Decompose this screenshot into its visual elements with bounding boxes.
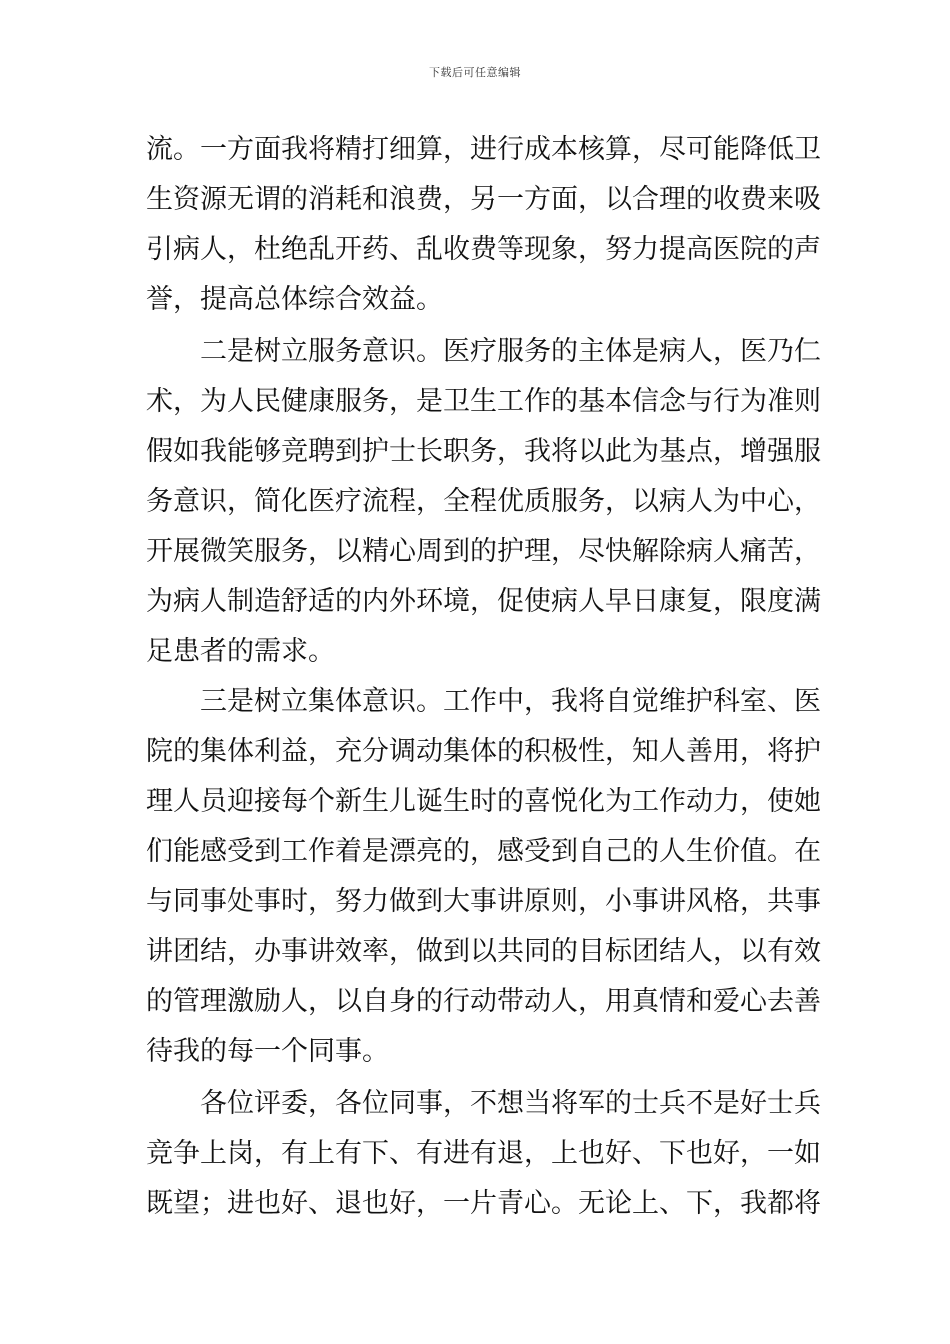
text-line: 与同事处事时，努力做到大事讲原则，小事讲风格，共事 <box>146 886 821 917</box>
page-header: 下载后可任意编辑 <box>429 66 521 79</box>
text-line: 务意识，简化医疗流程，全程优质服务，以病人为中心， <box>146 486 821 517</box>
text-line: 假如我能够竞聘到护士长职务，我将以此为基点，增强服 <box>146 436 821 467</box>
paragraph-start-line: 三是树立集体意识。工作中，我将自觉维护科室、医 <box>200 686 821 717</box>
paragraph-start-line: 二是树立服务意识。医疗服务的主体是病人，医乃仁 <box>200 336 821 367</box>
paragraph-start-line: 各位评委，各位同事，不想当将军的士兵不是好士兵 <box>200 1088 821 1119</box>
text-line: 流。一方面我将精打细算，进行成本核算，尽可能降低卫 <box>146 134 821 165</box>
text-line: 们能感受到工作着是漂亮的，感受到自己的人生价值。在 <box>146 836 821 867</box>
text-line: 生资源无谓的消耗和浪费，另一方面，以合理的收费来吸 <box>146 184 821 215</box>
text-line: 院的集体利益，充分调动集体的积极性，知人善用，将护 <box>146 736 821 767</box>
text-line: 术，为人民健康服务，是卫生工作的基本信念与行为准则 <box>146 386 821 417</box>
text-line: 的管理激励人，以自身的行动带动人，用真情和爱心去善 <box>146 986 821 1017</box>
text-line: 引病人，杜绝乱开药、乱收费等现象，努力提高医院的声 <box>146 234 821 265</box>
text-line: 既望；进也好、退也好，一片青心。无论上、下，我都将 <box>146 1188 821 1219</box>
text-line: 誉，提高总体综合效益。 <box>146 284 443 315</box>
text-line: 理人员迎接每个新生儿诞生时的喜悦化为工作动力，使她 <box>146 786 821 817</box>
text-line: 待我的每一个同事。 <box>146 1036 389 1067</box>
text-line: 开展微笑服务，以精心周到的护理，尽快解除病人痛苦， <box>146 536 821 567</box>
text-line: 竞争上岗，有上有下、有进有退，上也好、下也好，一如 <box>146 1138 821 1169</box>
text-line: 为病人制造舒适的内外环境，促使病人早日康复，限度满 <box>146 586 821 617</box>
text-line: 足患者的需求。 <box>146 636 335 667</box>
text-line: 讲团结，办事讲效率，做到以共同的目标团结人，以有效 <box>146 936 821 967</box>
